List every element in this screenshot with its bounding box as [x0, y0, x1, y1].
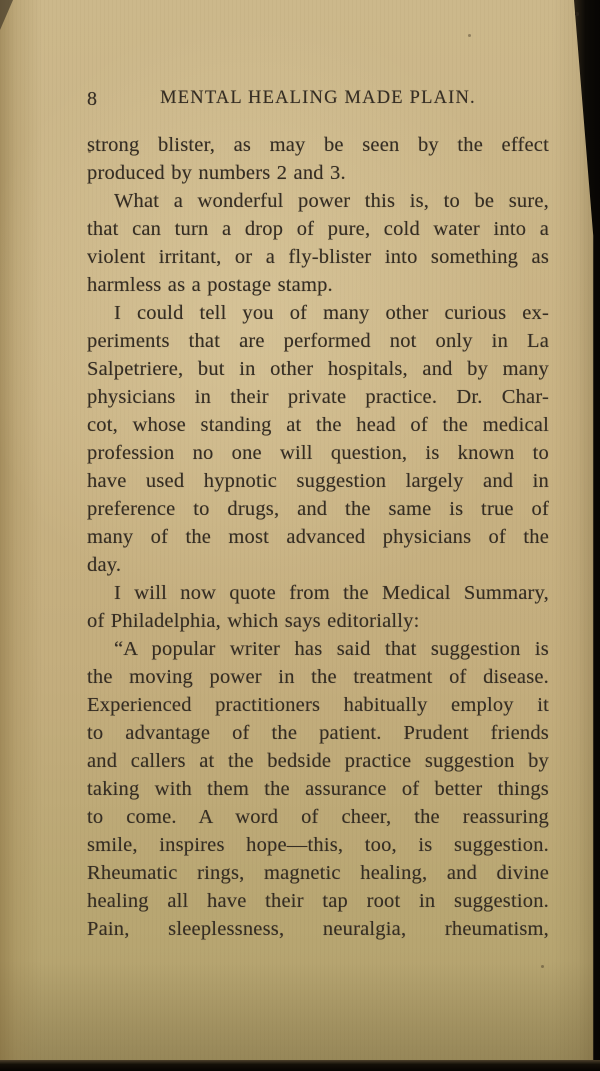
text-line: the moving power in the treatment of disease.: [87, 666, 549, 688]
text-line: physicians in their private practice. Dr. Char-: [87, 386, 549, 408]
text-line: preference to drugs, and the same is true of: [87, 498, 549, 520]
paper-speck: [541, 965, 544, 968]
text-block: [87, 131, 549, 943]
text-line: day.: [87, 554, 122, 576]
text-line: produced by numbers 2 and 3.: [87, 162, 346, 184]
text-line: harmless as a postage stamp.: [87, 274, 333, 296]
text-line: that can turn a drop of pure, cold water into a: [87, 218, 549, 240]
text-line: cot, whose standing at the head of the medical: [87, 414, 549, 436]
running-head: [87, 88, 549, 114]
text-line: I could tell you of many other curious ex-: [114, 302, 549, 324]
running-title: MENTAL HEALING MADE PLAIN.: [160, 88, 476, 108]
text-line: healing all have their tap root in suggestion.: [87, 890, 549, 912]
text-line: taking with them the assurance of better things: [87, 778, 549, 800]
text-line: periments that are performed not only in La: [87, 330, 549, 352]
text-line: of Philadelphia, which says editorially:: [87, 610, 420, 632]
paper-speck: [468, 34, 471, 37]
text-line: Rheumatic rings, magnetic healing, and divine: [87, 862, 549, 884]
text-line: strong blister, as may be seen by the effect: [87, 134, 549, 156]
text-line: I will now quote from the Medical Summary,: [114, 582, 549, 604]
scan-edge-right: [574, 0, 600, 1071]
text-line: many of the most advanced physicians of the: [87, 526, 549, 548]
text-line: What a wonderful power this is, to be sure,: [114, 190, 549, 212]
text-line: to come. A word of cheer, the reassuring: [87, 806, 549, 828]
text-line: profession no one will question, is known to: [87, 442, 549, 464]
paper-speck: [575, 12, 579, 16]
page-number: 8: [87, 88, 97, 110]
text-line: “A popular writer has said that suggestion is: [114, 638, 549, 660]
scan-edge-bottom: [0, 1060, 600, 1071]
text-line: Experienced practitioners habitually employ it: [87, 694, 549, 716]
text-line: smile, inspires hope—this, too, is suggestion.: [87, 834, 549, 856]
text-line: violent irritant, or a fly-blister into something as: [87, 246, 549, 268]
text-line: to advantage of the patient. Prudent friends: [87, 722, 549, 744]
text-line: Salpetriere, but in other hospitals, and by many: [87, 358, 549, 380]
text-line: have used hypnotic suggestion largely and in: [87, 470, 549, 492]
scan-corner-shadow: [0, 0, 13, 30]
text-line: and callers at the bedside practice suggestion by: [87, 750, 549, 772]
text-line: Pain, sleeplessness, neuralgia, rheumatism,: [87, 918, 549, 940]
